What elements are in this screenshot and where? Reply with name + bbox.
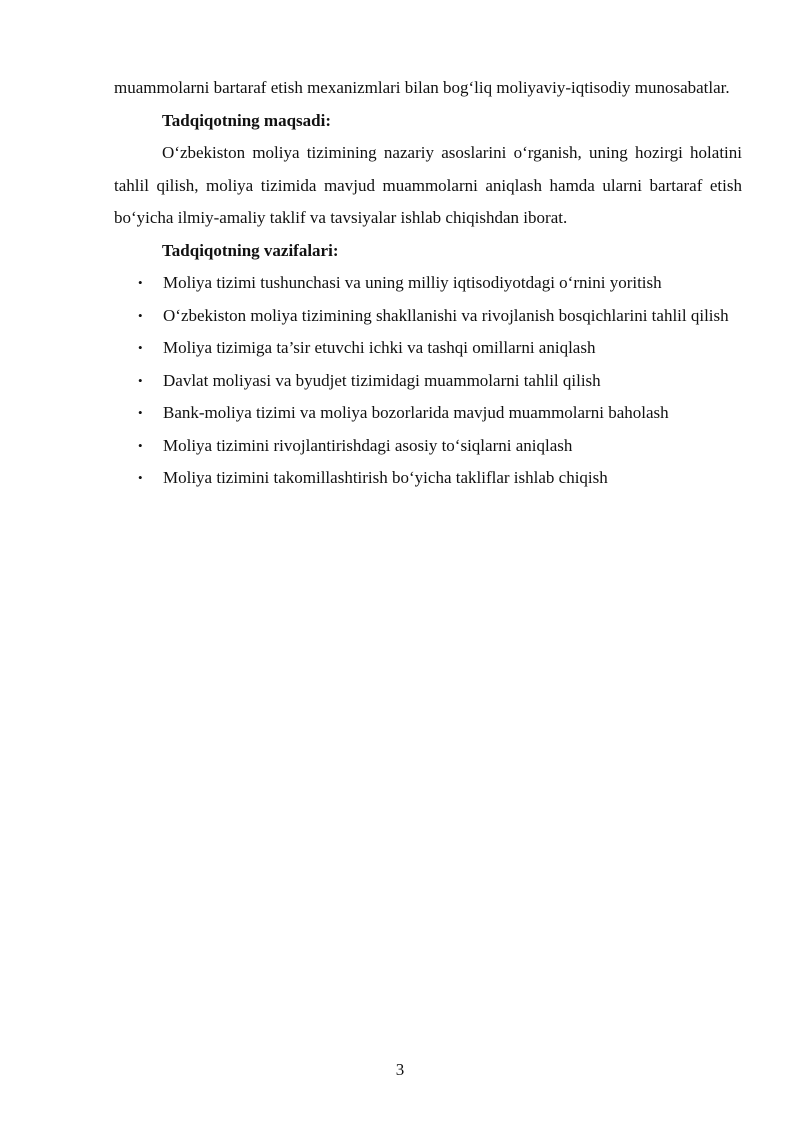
task-item <box>114 267 742 300</box>
task-text: O‘zbekiston moliya tizimining shakllanishi va rivojlanish bosqichlarini tahlil qilish <box>163 305 729 325</box>
task-text: Moliya tizimiga ta’sir etuvchi ichki va tashqi omillarni aniqlash <box>163 338 596 357</box>
bullet-icon: • <box>138 470 143 485</box>
task-text: Bank-moliya tizimi va moliya bozorlarida mavjud muammolarni baholash <box>163 403 669 422</box>
goal-paragraph: O‘zbekiston moliya tizimining nazariy asoslarini o‘rganish, uning hozirgi holatini tahlil qilish, moliya tizimida mavjud muammolarni aniqlash hamda ularni bartaraf etish bo‘yicha ilmiy-amaliy taklif va tavsiyalar ishlab chiqishdan iborat. <box>114 143 742 227</box>
bullet-icon: • <box>138 437 143 453</box>
task-item <box>114 397 742 430</box>
task-item <box>114 300 742 333</box>
task-item <box>114 430 742 463</box>
intro-paragraph: muammolarni bartaraf etish mexanizmlari bilan bog‘liq moliyaviy-iqtisodiy munosabatlar. <box>114 78 730 97</box>
document-page <box>114 72 742 495</box>
task-text: Davlat moliyasi va byudjet tizimidagi muammolarni tahlil qilish <box>163 370 601 390</box>
task-text: Moliya tizimini takomillashtirish bo‘yicha takliflar ishlab chiqish <box>163 468 608 487</box>
bullet-icon: • <box>138 340 143 355</box>
task-text: Moliya tizimini rivojlantirishdagi asosiy to‘siqlarni aniqlash <box>163 435 573 455</box>
task-item <box>114 332 742 365</box>
task-item <box>114 365 742 398</box>
bullet-icon: • <box>138 275 143 290</box>
task-text: Moliya tizimi tushunchasi va uning milliy iqtisodiyotdagi o‘rnini yoritish <box>163 273 662 292</box>
tasks-heading: Tadqiqotning vazifalari: <box>162 240 339 260</box>
bullet-icon: • <box>138 307 143 323</box>
bullet-icon: • <box>138 405 143 420</box>
task-item <box>114 462 742 495</box>
page-number: 3 <box>395 1060 405 1079</box>
tasks-list <box>114 267 742 495</box>
bullet-icon: • <box>138 372 143 388</box>
goal-heading: Tadqiqotning maqsadi: <box>162 110 331 130</box>
